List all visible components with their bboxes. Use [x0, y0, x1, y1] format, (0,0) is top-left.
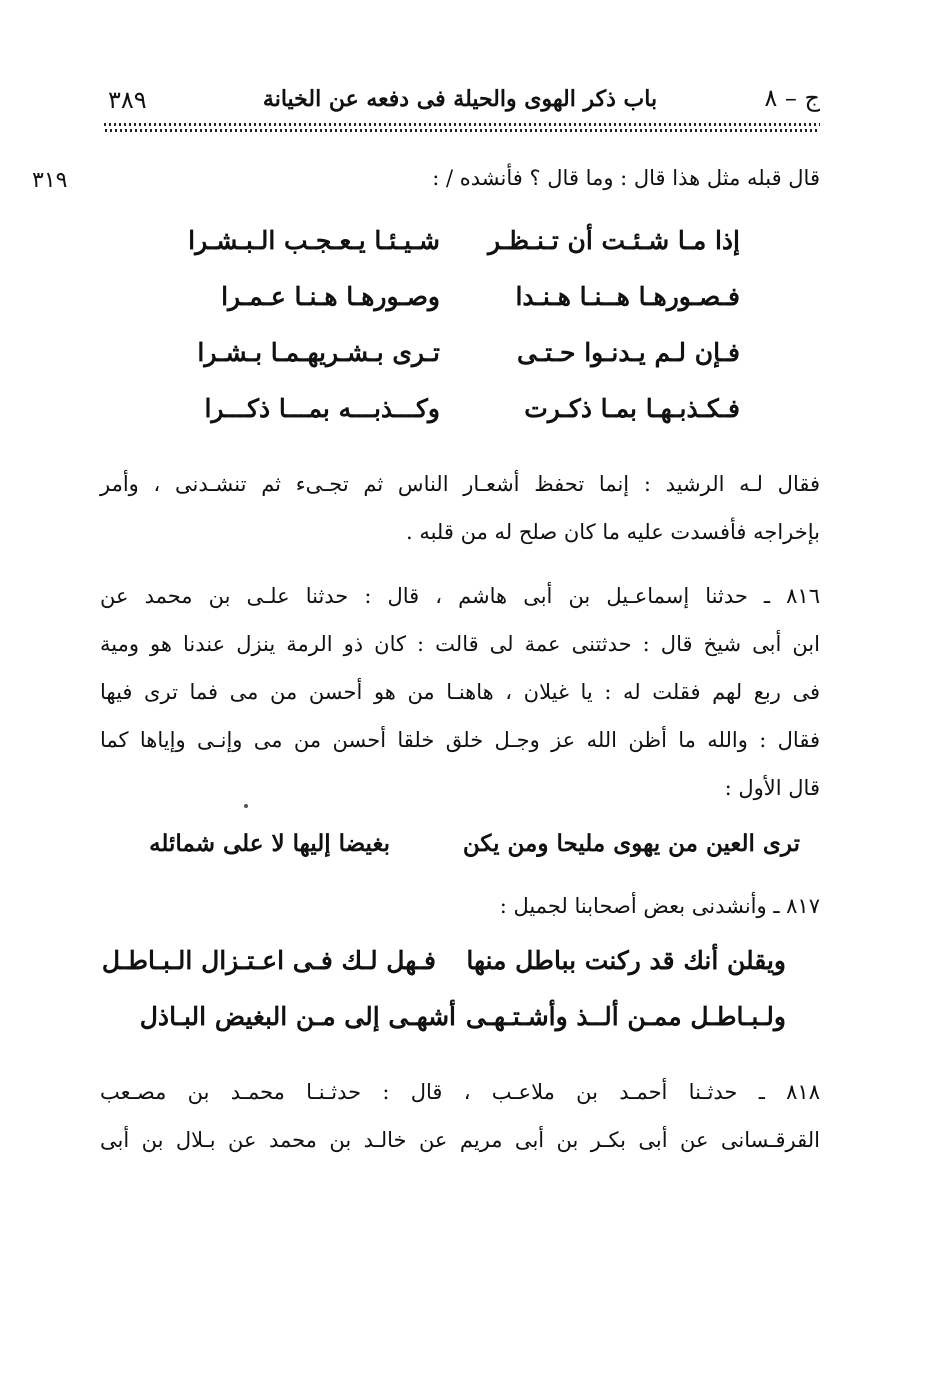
verse-hemistich-right: فـكـذبـهـا بمـا ذكـرت — [524, 394, 740, 423]
line-817: ٨١٧ ـ وأنشدنى بعض أصحابنا لجميل : — [499, 894, 820, 918]
verse-hemistich-left: وصـورهـا هـنـا عـمـرا — [221, 282, 440, 311]
verse-hemistich-right: ويقلن أنك قد ركنت بباطل منها — [466, 946, 786, 975]
text-line: ٨١٨ ـ حدثـنا أحمـد بن ملاعـب ، قال : حدثـنـا محمـد بن مصـعب — [100, 1080, 820, 1104]
verse-hemistich-left: وكـــذبـــه بمـــا ذكـــرا — [204, 394, 440, 423]
verse-hemistich-right: إذا مـا شـئـت أن تـنـظـر — [488, 226, 740, 255]
verse-hemistich-right: ترى العين من يهوى مليحا ومن يكن — [462, 830, 800, 857]
verse-hemistich-right: ولـبـاطـل ممـن ألــذ وأشـتـهـى — [465, 1002, 786, 1031]
text-line: القرقـسانى عن أبى بكـر بن أبى مريم عن خالـد بن محمد عن بـلال بن أبى — [100, 1128, 820, 1152]
intro-line: قال قبله مثل هذا قال : وما قال ؟ فأنشده / : — [432, 166, 820, 190]
margin-page-number: ٣١٩ — [32, 168, 68, 193]
text-line: بإخراجه فأفسدت عليه ما كان صلح له من قلبه . — [405, 520, 820, 544]
ink-speck — [244, 804, 248, 808]
text-line: قال الأول : — [724, 776, 820, 800]
paragraph-818 — [100, 1068, 820, 1164]
verse-hemistich-left: شـيـئـا يـعـجـب الـبـشـرا — [188, 226, 440, 255]
paragraph-rashid — [100, 460, 820, 556]
page-number: ٣٨٩ — [108, 86, 147, 114]
verse-hemistich-left: تـرى بـشـريهـمـا بـشـرا — [197, 338, 440, 367]
verse-hemistich-right: فـصـورهـا هــنـا هـنـدا — [515, 282, 740, 311]
text-line: ٨١٦ ـ حدثنا إسماعـيل بن أبى هاشم ، قال : حدثنا علـى بن محمد عن — [100, 584, 820, 608]
text-line: فى ربع لهم فقلت له : يا غيلان ، هاهنـا من هو أحسن من مى فما ترى فيها — [100, 680, 820, 704]
paragraph-816 — [100, 572, 820, 812]
text-line: فقال لـه الرشيد : إنما تحفظ أشعـار الناس ثم تجـىء ثم تنشـدنى ، وأمر — [100, 472, 820, 496]
text-line: ابن أبى شيخ قال : حدثتنى عمة لى قالت : كان ذو الرمة ينزل عندنا هو ومية — [100, 632, 820, 656]
text-line: فقال : والله ما أظن الله عز وجـل خلق خلقا أحسن من مى وإنـى وإياها كما — [100, 728, 820, 752]
volume-label: ج – ٨ — [764, 84, 820, 112]
header-rule — [104, 120, 820, 136]
chapter-title: باب ذكر الهوى والحيلة فى دفعه عن الخيانة — [262, 86, 658, 112]
verse-hemistich-left: بغيضا إليها لا على شمائله — [149, 830, 390, 857]
verse-hemistich-left: فـهل لـك فـى اعـتـزال الـبـاطـل — [101, 946, 436, 975]
verse-hemistich-right: فـإن لـم يـدنـوا حـتـى — [517, 338, 740, 367]
verse-hemistich-left: أشهـى إلى مـن البغيض البـاذل — [139, 1002, 456, 1031]
